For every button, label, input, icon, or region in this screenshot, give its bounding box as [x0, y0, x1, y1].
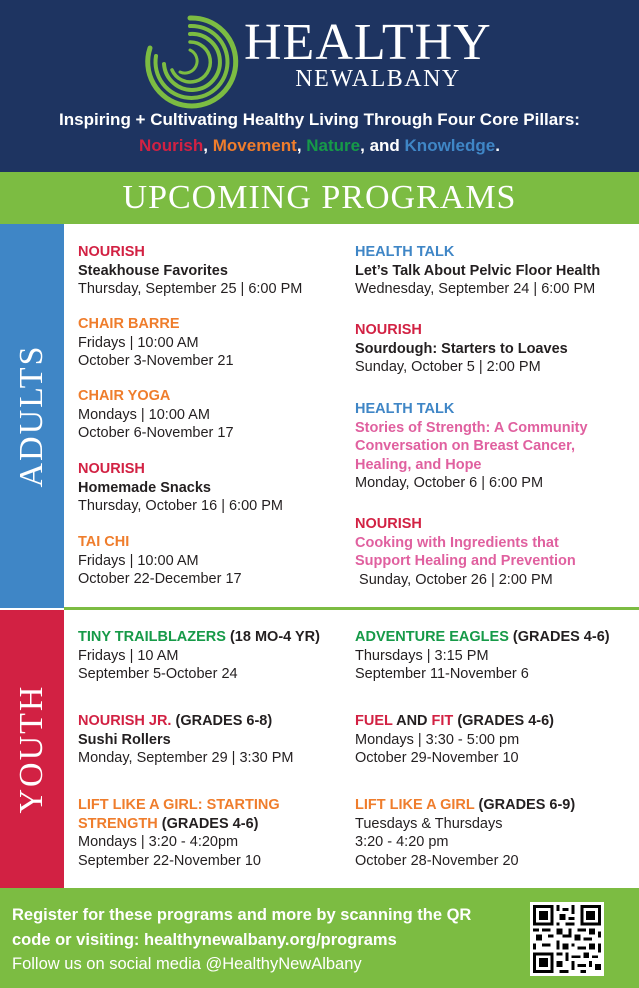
program-grade: (GRADES 4-6): [453, 713, 555, 729]
program-entry: [78, 712, 358, 768]
program-schedule: Thursdays | 3:15 PM: [355, 647, 489, 664]
program-entry: [78, 796, 358, 870]
banner-title: UPCOMING PROGRAMS: [122, 179, 517, 216]
youth-side-band: [0, 610, 64, 888]
program-entry: [78, 387, 358, 443]
pillar-nourish: Nourish: [139, 136, 204, 155]
program-schedule: Thursday, September 25 | 6:00 PM: [78, 281, 303, 297]
program-category: TAI CHI: [78, 534, 130, 550]
program-schedule: Mondays | 10:00 AM: [78, 406, 210, 423]
tagline: Inspiring + Cultivating Healthy Living Through Four Core Pillars:: [59, 110, 580, 129]
program-schedule: Fridays | 10:00 AM: [78, 334, 199, 351]
program-name: STRENGTH: [78, 815, 158, 832]
program-schedule: Mondays | 3:30 - 5:00 pm: [355, 731, 520, 748]
program-title: Healing, and Hope: [355, 456, 482, 473]
pillar-end: .: [495, 136, 500, 155]
program-schedule: Tuesdays & Thursdays: [355, 815, 503, 832]
program-schedule: Mondays | 3:20 - 4:20pm: [78, 834, 239, 850]
upcoming-programs-banner: [0, 172, 639, 224]
program-dates: September 5-October 24: [78, 666, 238, 682]
program-schedule: Thursday, October 16 | 6:00 PM: [78, 498, 283, 514]
program-name: LIFT LIKE A GIRL: [355, 797, 475, 813]
program-schedule: Monday, September 29 | 3:30 PM: [78, 750, 294, 766]
pillars-line: [0, 134, 639, 158]
brand-title: HEALTHY: [244, 14, 492, 71]
program-title: Sushi Rollers: [78, 731, 171, 748]
program-name: LIFT LIKE A GIRL: STARTING: [78, 797, 280, 813]
adults-label: ADULTS: [13, 344, 50, 488]
program-dates: September 11-November 6: [355, 666, 529, 682]
program-grade: (GRADES 6-8): [171, 713, 273, 729]
program-category: NOURISH: [78, 461, 145, 477]
program-dates: September 22-November 10: [78, 852, 261, 869]
pillar-knowledge: Knowledge: [404, 136, 496, 155]
program-dates: October 29-November 10: [355, 750, 519, 766]
program-title: Steakhouse Favorites: [78, 262, 228, 279]
program-grade: (GRADES 6-9): [474, 797, 576, 813]
social-handle-text[interactable]: Follow us on social media @HealthyNewAlbany: [12, 955, 362, 973]
program-entry: [355, 243, 635, 299]
header: [0, 0, 639, 172]
program-dates: October 3-November 21: [78, 353, 234, 369]
pillar-nature: Nature: [306, 136, 361, 155]
program-schedule: Monday, October 6 | 6:00 PM: [355, 475, 544, 491]
program-entry: [78, 628, 358, 684]
program-time: 3:20 - 4:20 pm: [355, 834, 449, 850]
program-entry: [355, 712, 635, 768]
program-entry: [78, 243, 358, 299]
pillar-separator: ,: [296, 136, 307, 155]
spiral-logo-icon: [140, 12, 240, 112]
brand-subtitle: NEWALBANY: [295, 66, 461, 92]
program-dates: October 6-November 17: [78, 425, 234, 441]
program-entry: [355, 321, 635, 377]
program-dates: October 28-November 20: [355, 852, 519, 869]
program-entry: [78, 460, 358, 516]
program-entry: [355, 796, 635, 870]
program-grade: (GRADES 4-6): [157, 815, 259, 832]
program-title: Stories of Strength: A Community: [355, 419, 588, 436]
footer: [0, 888, 639, 988]
program-category: CHAIR BARRE: [78, 316, 180, 332]
section-divider: [64, 607, 639, 610]
program-category: NOURISH: [355, 516, 422, 532]
program-grade: (GRADES 4-6): [508, 629, 610, 645]
program-title: Support Healing and Prevention: [355, 553, 576, 569]
program-category: HEALTH TALK: [355, 401, 455, 417]
program-name: NOURISH JR.: [78, 713, 172, 729]
program-entry: [78, 315, 358, 371]
program-title: Conversation on Breast Cancer,: [355, 438, 575, 454]
program-category: CHAIR YOGA: [78, 388, 171, 404]
program-title: Let’s Talk About Pelvic Floor Health: [355, 262, 601, 279]
program-grade: (18 MO-4 YR): [225, 629, 320, 645]
pillar-separator: ,: [203, 136, 213, 155]
register-text: Register for these programs and more by scanning the QR: [12, 906, 472, 924]
qr-code-icon[interactable]: [530, 902, 604, 976]
program-entry: [355, 400, 635, 493]
program-and: AND: [392, 713, 432, 729]
program-schedule: Fridays | 10:00 AM: [78, 552, 199, 569]
adults-side-band: [0, 224, 64, 608]
program-schedule: Sunday, October 26 | 2:00 PM: [355, 571, 553, 588]
program-title: Sourdough: Starters to Loaves: [355, 340, 568, 357]
program-name: FUEL: [355, 713, 393, 729]
program-entry: [355, 515, 635, 589]
register-url-text[interactable]: code or visiting: healthynewalbany.org/programs: [12, 931, 397, 949]
program-dates: October 22-December 17: [78, 571, 242, 587]
pillar-separator: , and: [360, 136, 405, 155]
program-schedule: Sunday, October 5 | 2:00 PM: [355, 359, 541, 375]
program-entry: [355, 628, 635, 684]
program-category: NOURISH: [355, 322, 422, 338]
program-schedule: Fridays | 10 AM: [78, 647, 179, 664]
program-entry: [78, 533, 358, 589]
program-title: Cooking with Ingredients that: [355, 534, 559, 551]
program-name: ADVENTURE EAGLES: [355, 629, 509, 645]
program-category: NOURISH: [78, 244, 145, 260]
program-name: FIT: [431, 713, 454, 729]
program-schedule: Wednesday, September 24 | 6:00 PM: [355, 281, 596, 297]
youth-label: YOUTH: [13, 684, 50, 814]
pillar-movement: Movement: [212, 136, 297, 155]
program-title: Homemade Snacks: [78, 479, 211, 496]
program-category: HEALTH TALK: [355, 244, 455, 260]
program-name: TINY TRAILBLAZERS: [78, 629, 226, 645]
